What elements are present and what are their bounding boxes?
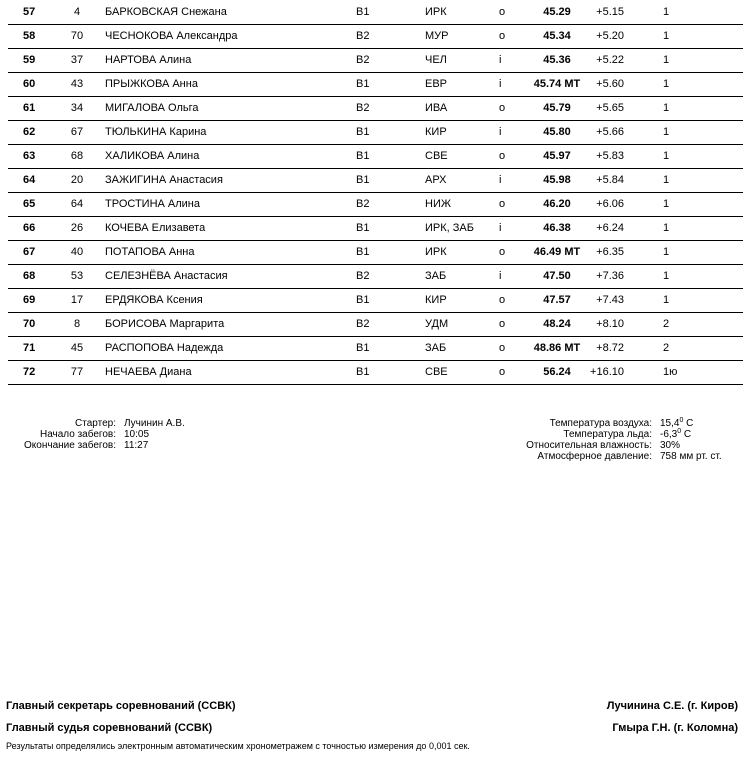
official-label: Начало забегов: (39, 429, 116, 440)
lane: i (499, 174, 502, 186)
category: B1 (356, 78, 370, 90)
bib-number: 67 (70, 126, 84, 138)
sport-rank: 1 (663, 6, 670, 18)
region: МУР (425, 30, 449, 42)
place: 71 (23, 342, 36, 354)
sport-rank: 1 (663, 78, 670, 90)
sport-rank: 1 (663, 102, 670, 114)
lane: o (499, 342, 506, 354)
result-time: 47.50 (543, 270, 571, 282)
athlete-name: ПОТАПОВА Анна (105, 246, 195, 258)
place: 58 (23, 30, 36, 42)
sport-rank: 1 (663, 294, 670, 306)
sport-rank: 2 (663, 318, 670, 330)
result-time: 45.97 (543, 150, 571, 162)
athlete-name: ЧЕСНОКОВА Александра (105, 30, 238, 42)
bib-number: 45 (70, 342, 84, 354)
region: УДМ (425, 318, 449, 330)
region: ЗАБ (425, 270, 447, 282)
result-time: 45.34 (543, 30, 571, 42)
athlete-name: НАРТОВА Алина (105, 54, 192, 66)
lane: o (499, 150, 506, 162)
category: B1 (356, 222, 370, 234)
lane: o (499, 294, 506, 306)
lane: i (499, 270, 502, 282)
category: B1 (356, 246, 370, 258)
time-behind: +5.65 (596, 102, 624, 114)
bib-number: 70 (70, 30, 84, 42)
region: ИРК (425, 6, 447, 18)
table-row (8, 97, 743, 121)
bib-number: 8 (73, 318, 81, 330)
time-behind: +5.83 (596, 150, 624, 162)
bib-number: 43 (70, 78, 84, 90)
place: 67 (23, 246, 36, 258)
official-line (6, 418, 185, 429)
athlete-name: ТЮЛЬКИНА Карина (105, 126, 207, 138)
time-behind: +5.66 (596, 126, 624, 138)
ice-temperature: Температура льда: $-6,3^0$ C (563, 428, 692, 440)
official-line (6, 429, 185, 440)
bib-number: 34 (70, 102, 84, 114)
category: B1 (356, 150, 370, 162)
athlete-name: СЕЛЕЗНЁВА Анастасия (105, 270, 228, 282)
region: КИР (425, 126, 447, 138)
place: 72 (23, 366, 36, 378)
bib-number: 17 (70, 294, 84, 306)
bib-number: 64 (70, 198, 84, 210)
category: B2 (356, 270, 370, 282)
result-time: 48.86 МТ (533, 342, 581, 354)
category: B2 (356, 198, 370, 210)
sport-rank: 1 (663, 198, 670, 210)
sport-rank: 1 (663, 246, 670, 258)
table-row (8, 49, 743, 73)
lane: i (499, 54, 502, 66)
table-row (8, 361, 743, 385)
region: ЕВР (425, 78, 448, 90)
result-time: 45.80 (543, 126, 571, 138)
bib-number: 40 (70, 246, 84, 258)
region: ИРК, ЗАБ (425, 222, 474, 234)
table-row (8, 169, 743, 193)
judge-title: Главный судья соревнований (ССВК) (6, 722, 213, 734)
bib-number: 20 (70, 174, 84, 186)
table-row (8, 217, 743, 241)
lane: i (499, 222, 502, 234)
result-time: 46.38 (543, 222, 571, 234)
time-behind: +5.22 (596, 54, 624, 66)
time-behind: +7.36 (596, 270, 624, 282)
region: НИЖ (425, 198, 452, 210)
time-behind: +5.20 (596, 30, 624, 42)
table-row (8, 289, 743, 313)
category: B1 (356, 294, 370, 306)
timing-footnote: Результаты определялись электронным автоматическим хронометражем с точностью измерения до 0,001 сек. (6, 741, 470, 751)
officials-info (6, 418, 185, 451)
table-row (8, 1, 743, 25)
lane: o (499, 102, 506, 114)
place: 59 (23, 54, 36, 66)
place: 57 (23, 6, 36, 18)
region: КИР (425, 294, 447, 306)
time-behind: +5.15 (596, 6, 624, 18)
place: 65 (23, 198, 36, 210)
secretary-name: Лучинина С.Е. (г. Киров) (606, 700, 738, 712)
category: B1 (356, 174, 370, 186)
athlete-name: МИГАЛОВА Ольга (105, 102, 199, 114)
result-time: 45.36 (543, 54, 571, 66)
sport-rank: 2 (663, 342, 670, 354)
athlete-name: ПРЫЖКОВА Анна (105, 78, 198, 90)
result-time: 45.29 (543, 6, 571, 18)
table-row (8, 73, 743, 97)
time-behind: +8.10 (596, 318, 624, 330)
sport-rank: 1 (663, 150, 670, 162)
category: B2 (356, 318, 370, 330)
table-row (8, 241, 743, 265)
time-behind: +16.10 (590, 366, 624, 378)
table-row (8, 145, 743, 169)
result-time: 45.79 (543, 102, 571, 114)
result-time: 45.74 МТ (533, 78, 581, 90)
category: B2 (356, 30, 370, 42)
region: ЧЕЛ (425, 54, 447, 66)
place: 64 (23, 174, 36, 186)
pressure: Атмосферное давление: 758 мм рт. ст. (537, 451, 722, 462)
category: B1 (356, 126, 370, 138)
category: B1 (356, 342, 370, 354)
table-row (8, 25, 743, 49)
category: B2 (356, 54, 370, 66)
place: 70 (23, 318, 36, 330)
table-row (8, 265, 743, 289)
bib-number: 68 (70, 150, 84, 162)
humidity: Относительная влажность: 30% (526, 440, 681, 451)
athlete-name: БОРИСОВА Маргарита (105, 318, 225, 330)
sport-rank: 1 (663, 126, 670, 138)
category: B1 (356, 6, 370, 18)
result-time: 48.24 (543, 318, 571, 330)
time-behind: +8.72 (596, 342, 624, 354)
table-row (8, 337, 743, 361)
sport-rank: 1 (663, 270, 670, 282)
time-behind: +6.06 (596, 198, 624, 210)
lane: o (499, 198, 506, 210)
region: АРХ (425, 174, 447, 186)
time-behind: +6.24 (596, 222, 624, 234)
bib-number: 53 (70, 270, 84, 282)
bib-number: 77 (70, 366, 84, 378)
place: 68 (23, 270, 36, 282)
time-behind: +7.43 (596, 294, 624, 306)
place: 66 (23, 222, 36, 234)
judge-name: Гмыра Г.Н. (г. Коломна) (612, 722, 738, 734)
region: ИВА (425, 102, 448, 114)
category: B2 (356, 102, 370, 114)
athlete-name: НЕЧАЕВА Диана (105, 366, 192, 378)
sport-rank: 1 (663, 174, 670, 186)
lane: o (499, 318, 506, 330)
result-time: 46.49 МТ (533, 246, 581, 258)
sport-rank: 1 (663, 222, 670, 234)
air-temperature: Температура воздуха: 15,4$^0$ C (549, 417, 694, 429)
athlete-name: ЕРДЯКОВА Ксения (105, 294, 203, 306)
official-label: Окончание забегов: (24, 440, 116, 451)
athlete-name: КОЧЕВА Елизавета (105, 222, 206, 234)
result-time: 56.24 (543, 366, 571, 378)
place: 69 (23, 294, 36, 306)
results-table (8, 1, 743, 385)
sport-rank: 1ю (663, 366, 678, 378)
table-row (8, 193, 743, 217)
weather-conditions (500, 418, 722, 462)
official-label: Стартер: (75, 418, 116, 429)
region: ИРК (425, 246, 447, 258)
bib-number: 4 (73, 6, 81, 18)
lane: o (499, 6, 506, 18)
official-value: Лучинин А.В. (124, 418, 185, 429)
athlete-name: РАСПОПОВА Надежда (105, 342, 224, 354)
official-value: 10:05 (124, 429, 150, 440)
category: B1 (356, 366, 370, 378)
result-time: 47.57 (543, 294, 571, 306)
official-line (6, 440, 185, 451)
lane: o (499, 30, 506, 42)
lane: i (499, 126, 502, 138)
time-behind: +6.35 (596, 246, 624, 258)
time-behind: +5.84 (596, 174, 624, 186)
region: ЗАБ (425, 342, 447, 354)
sport-rank: 1 (663, 54, 670, 66)
result-time: 46.20 (543, 198, 571, 210)
table-row (8, 121, 743, 145)
lane: o (499, 246, 506, 258)
bib-number: 26 (70, 222, 84, 234)
lane: o (499, 366, 506, 378)
result-time: 45.98 (543, 174, 571, 186)
time-behind: +5.60 (596, 78, 624, 90)
region: СВЕ (425, 150, 448, 162)
place: 63 (23, 150, 36, 162)
place: 62 (23, 126, 36, 138)
athlete-name: ЗАЖИГИНА Анастасия (105, 174, 223, 186)
sport-rank: 1 (663, 30, 670, 42)
region: СВЕ (425, 366, 448, 378)
athlete-name: ХАЛИКОВА Алина (105, 150, 200, 162)
lane: i (499, 78, 502, 90)
place: 61 (23, 102, 36, 114)
official-value: 11:27 (124, 440, 149, 451)
secretary-title: Главный секретарь соревнований (ССВК) (6, 700, 236, 712)
athlete-name: БАРКОВСКАЯ Снежана (105, 6, 227, 18)
bib-number: 37 (70, 54, 84, 66)
table-row (8, 313, 743, 337)
place: 60 (23, 78, 36, 90)
athlete-name: ТРОСТИНА Алина (105, 198, 201, 210)
